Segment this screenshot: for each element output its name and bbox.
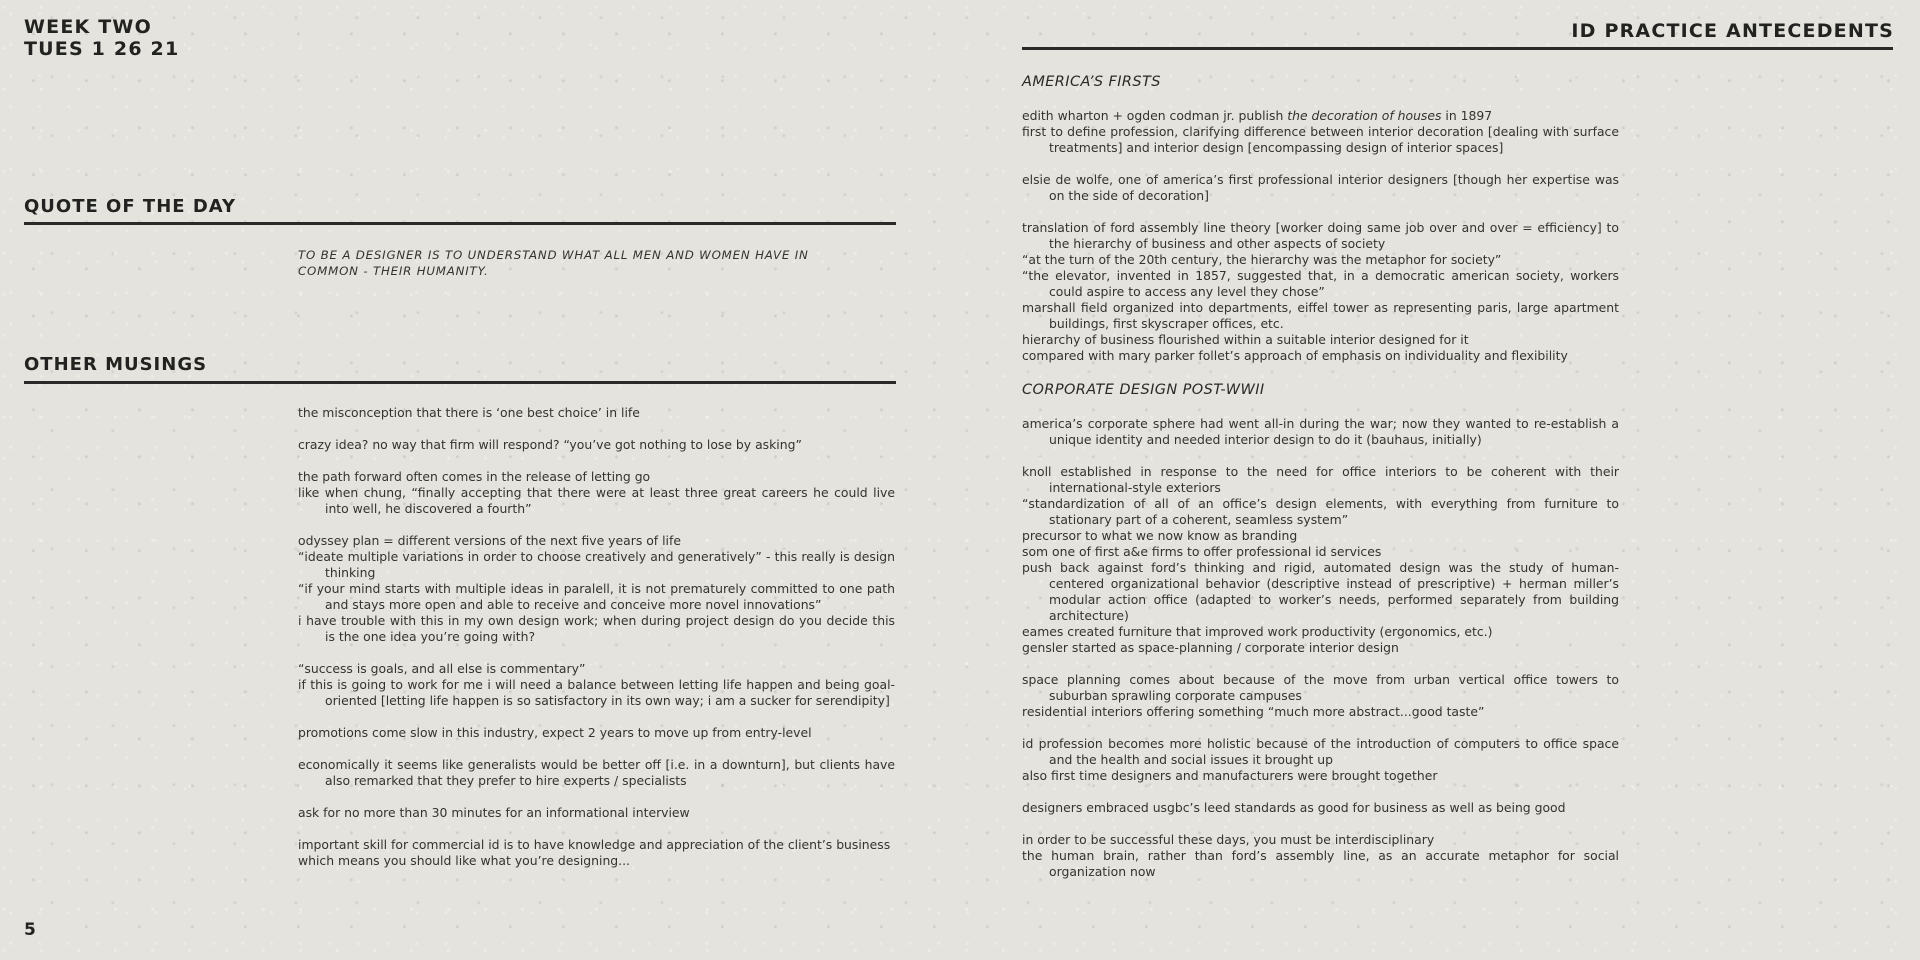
musings-section-rule [24, 381, 896, 384]
week-label: WEEK TWO [24, 16, 152, 38]
paragraph [298, 469, 895, 517]
paragraph [298, 661, 895, 709]
text-line: odyssey plan = different versions of the next five years of life [298, 533, 681, 548]
paragraph [1022, 220, 1619, 364]
quote-section-title: QUOTE OF THE DAY [24, 196, 237, 217]
text-line: edith wharton + ogden codman jr. publish the decoration of houses in 1897 [1022, 108, 1493, 123]
text-line: ask for no more than 30 minutes for an informational interview [298, 805, 690, 820]
paragraph [298, 837, 895, 869]
text-line: which means you should like what you’re designing... [298, 853, 630, 868]
week-header [24, 16, 179, 60]
paragraph [1022, 416, 1619, 448]
text-line: gensler started as space-planning / corporate interior design [1022, 640, 1399, 655]
text-line: compared with mary parker follet’s approach of emphasis on individuality and flexibility [1022, 348, 1568, 363]
paragraph [1022, 672, 1619, 720]
text-line: eames created furniture that improved work productivity (ergonomics, etc.) [1022, 624, 1493, 639]
text-line: “standardization of all of an office’s design elements, with everything from furniture to stationary part of a coherent, seamless system” [1022, 496, 1619, 527]
paragraph [1022, 832, 1619, 880]
text-line: elsie de wolfe, one of america’s first professional interior designers [though her expertise was on the side of decoration] [1022, 172, 1619, 203]
page-title: ID PRACTICE ANTECEDENTS [1571, 20, 1894, 42]
text-line: economically it seems like generalists would be better off [i.e. in a downturn], but clients have also remarked that they prefer to hire experts / specialists [298, 757, 895, 788]
text-line: the path forward often comes in the release of letting go [298, 469, 651, 484]
paragraph [298, 725, 895, 741]
text-line: “ideate multiple variations in order to choose creatively and generatively” - this really is design thinking [298, 549, 895, 580]
paragraph [298, 437, 895, 453]
paragraph [1022, 108, 1619, 156]
text-line: designers embraced usgbc’s leed standards as good for business as well as being good [1022, 800, 1566, 815]
text-line: america’s corporate sphere had went all-in during the war; now they wanted to re-establish a unique identity and needed interior design to do it (bauhaus, initially) [1022, 416, 1619, 447]
paragraph [1022, 800, 1619, 816]
page-number: 5 [24, 920, 36, 940]
text-line: promotions come slow in this industry, expect 2 years to move up from entry-level [298, 725, 812, 740]
text-line: the misconception that there is ‘one best choice’ in life [298, 405, 640, 420]
paragraph [298, 405, 895, 421]
text-line: i have trouble with this in my own design work; when during project design do you decide this is the one idea you’re going with? [298, 613, 895, 644]
section-heading: CORPORATE DESIGN POST-WWII [1022, 382, 1265, 398]
text-line: crazy idea? no way that firm will respond? “you’ve got nothing to lose by asking” [298, 437, 802, 452]
text-line: the human brain, rather than ford’s assembly line, as an accurate metaphor for social organization now [1022, 848, 1619, 879]
date-label: TUES 1 26 21 [24, 38, 180, 60]
text-line: som one of first a&e firms to offer professional id services [1022, 544, 1382, 559]
musings-section-title: OTHER MUSINGS [24, 354, 208, 375]
text-line: marshall field organized into departments, eiffel tower as representing paris, large apartment buildings, first skyscraper offices, etc. [1022, 300, 1619, 331]
text-line: residential interiors offering something “much more abstract...good taste” [1022, 704, 1485, 719]
text-line: push back against ford’s thinking and rigid, automated design was the study of human-centered organizational behavior (descriptive instead of prescriptive) + herman miller’s modular action office (adapted to worker’s needs, performed separately from building architecture) [1022, 560, 1619, 623]
text-line: “the elevator, invented in 1857, suggested that, in a democratic american society, workers could aspire to access any level they chose” [1022, 268, 1619, 299]
paragraph [1022, 736, 1619, 784]
text-line: also first time designers and manufacturers were brought together [1022, 768, 1438, 783]
paragraph [1022, 172, 1619, 204]
text-line: first to define profession, clarifying difference between interior decoration [dealing with surface treatments] and interior design [encompassing design of interior spaces] [1022, 124, 1619, 155]
paragraph [298, 805, 895, 821]
paragraph [1022, 464, 1619, 656]
antecedents-content [1022, 72, 1619, 896]
paragraph [298, 757, 895, 789]
text-line: if this is going to work for me i will need a balance between letting life happen and being goal-oriented [letting life happen is so satisfactory in its own way; i am a sucker for serendipity] [298, 677, 895, 708]
text-line: like when chung, “finally accepting that there were at least three great careers he could live into well, he discovered a fourth” [298, 485, 895, 516]
text-line: “success is goals, and all else is commentary” [298, 661, 586, 676]
text-line: in order to be successful these days, you must be interdisciplinary [1022, 832, 1435, 847]
text-line: knoll established in response to the need for office interiors to be coherent with their international-style exteriors [1022, 464, 1619, 495]
text-line: space planning comes about because of the move from urban vertical office towers to suburban sprawling corporate campuses [1022, 672, 1619, 703]
text-line: hierarchy of business flourished within a suitable interior designed for it [1022, 332, 1469, 347]
text-line: “if your mind starts with multiple ideas in paralell, it is not prematurely committed to one path and stays more open and able to receive and conceive more novel innovations” [298, 581, 895, 612]
musings-list [298, 405, 895, 885]
quote-text: TO BE A DESIGNER IS TO UNDERSTAND WHAT ALL MEN AND WOMEN HAVE IN COMMON - THEIR HUMANITY. [298, 248, 809, 278]
text-line: id profession becomes more holistic because of the introduction of computers to office space and the health and social issues it brought up [1022, 736, 1619, 767]
text-line: important skill for commercial id is to have knowledge and appreciation of the client’s business [298, 837, 891, 852]
section-heading: AMERICA’S FIRSTS [1022, 74, 1161, 90]
paragraph [298, 533, 895, 645]
title-rule [1022, 47, 1893, 50]
text-line: translation of ford assembly line theory [worker doing same job over and over = efficiency] to the hierarchy of business and other aspects of society [1022, 220, 1619, 251]
text-line: precursor to what we now know as branding [1022, 528, 1298, 543]
quote-section-rule [24, 222, 896, 225]
text-line: “at the turn of the 20th century, the hierarchy was the metaphor for society” [1022, 252, 1502, 267]
